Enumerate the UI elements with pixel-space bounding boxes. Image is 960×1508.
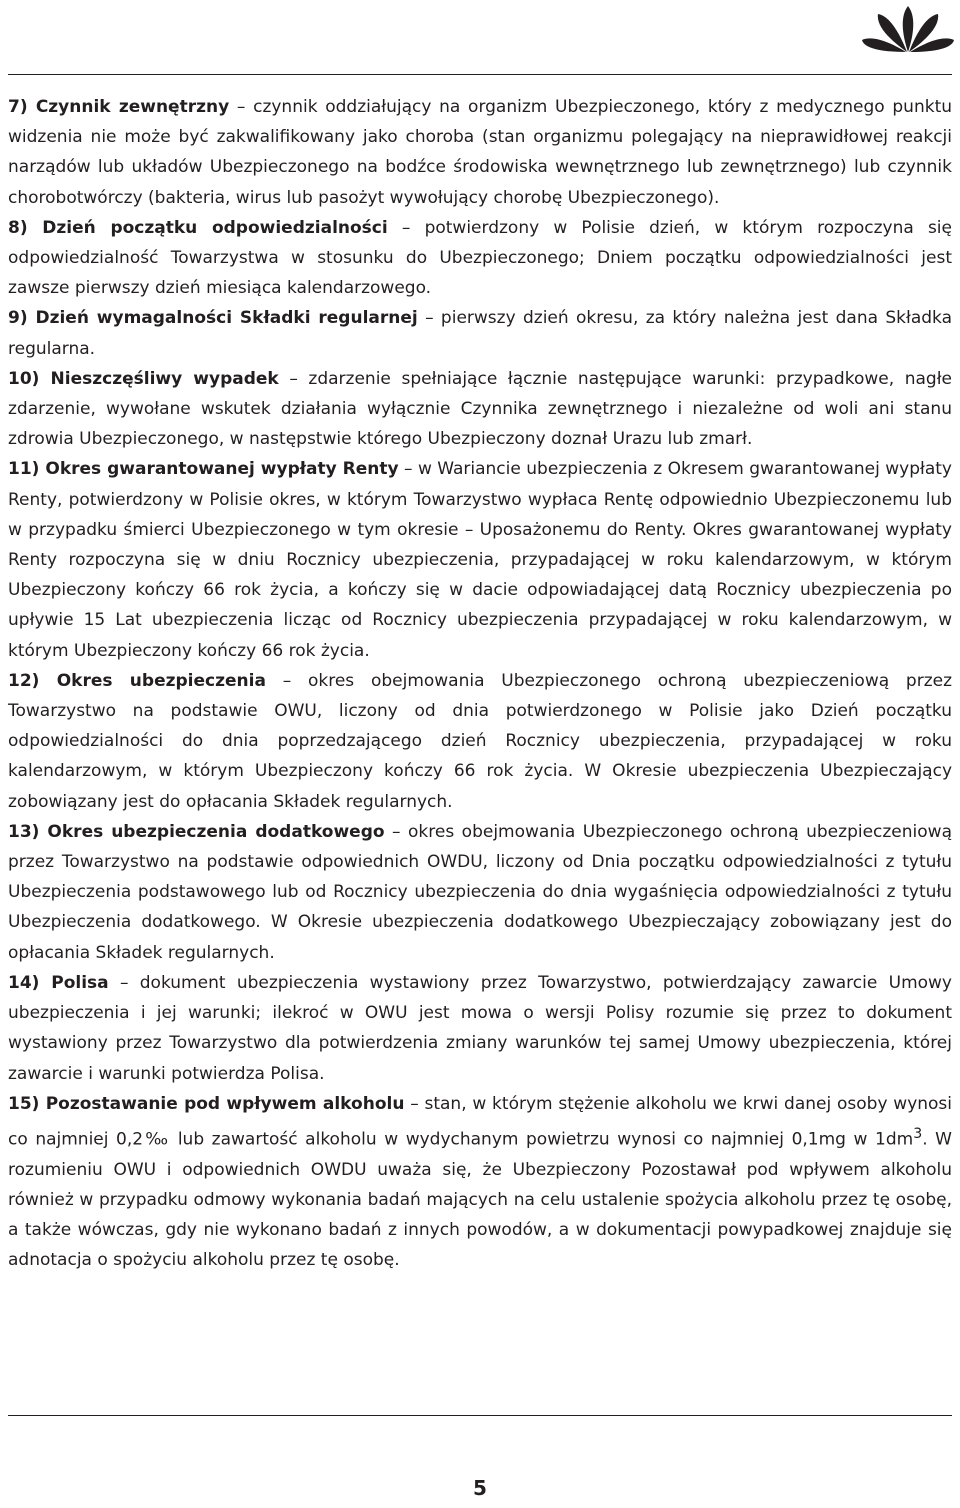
definition-text: – okres obejmowania Ubezpieczonego ochroną ubezpieczeniową przez Towarzystwo na podstawie OWU, liczony od dnia potwierdzonego w Polisie jako Dzień początku odpowiedzialności do dnia poprzedzającego dzień Rocznicy ubezpieczenia, przypadającej w roku kalendarzowym, w którym Ubezpieczony kończy 66 rok życia. W Okresie ubezpieczenia Ubezpieczający zobowiązany jest do opłacania Składek regularnych.	[8, 670, 952, 812]
definition-term: 10) Nieszczęśliwy wypadek	[8, 368, 279, 389]
definition-text: – w Wariancie ubezpieczenia z Okresem gwarantowanej wypłaty Renty, potwierdzony w Polisie okres, w którym Towarzystwo wypłaca Rentę odpowiednio Ubezpieczonemu lub w przypadku śmierci Ubezpieczonego w tym okresie – Uposażonemu do Renty. Okres gwarantowanej wypłaty Renty rozpoczyna się w dniu Rocznicy ubezpieczenia, przypadającej w roku kalendarzowym, w którym Ubezpieczony kończy 66 rok życia, a kończy się w dacie odpowiadającej datą Rocznicy ubezpieczenia po upływie 15 Lat ubezpieczenia licząc od Rocznicy ubezpieczenia przypadającej w roku kalendarzowym, w którym Ubezpieczony kończy 66 rok życia.	[8, 459, 952, 661]
definition-text-continued: . W rozumieniu OWU i odpowiednich OWDU uważa się, że Ubezpieczony Pozostawał pod wpływem alkoholu również w przypadku odmowy wykonania badań mających na celu ustalenie spożycia alkoholu przez tę osobę, a także wówczas, gdy nie wykonano badań z innych powodów, a w dokumentacji powypadkowej znajduje się adnotacja o spożyciu alkoholu przez tę osobę.	[8, 1129, 952, 1271]
definition-term: 13) Okres ubezpieczenia dodatkowego	[8, 821, 385, 842]
definition-9	[8, 303, 952, 363]
definition-text: – potwierdzony w Polisie dzień, w którym rozpoczyna się odpowiedzialność Towarzystwa w stosunku do Ubezpieczonego; Dniem początku odpowiedzialności jest zawsze pierwszy dzień miesiąca kalendarzowego.	[8, 217, 952, 299]
definition-term: 11) Okres gwarantowanej wypłaty Renty	[8, 459, 399, 480]
definitions-list	[8, 92, 952, 1276]
definition-12	[8, 666, 952, 817]
definition-text: – stan, w którym stężenie alkoholu we krwi danej osoby wynosi co najmniej 0,2‰ lub zawartość alkoholu w wydychanym powietrzu wynosi co najmniej 0,1mg w 1dm	[8, 1093, 953, 1150]
definition-7	[8, 92, 952, 213]
header-rule	[8, 74, 952, 75]
definition-text: – czynnik oddziałujący na organizm Ubezpieczonego, który z medycznego punktu widzenia nie może być zakwalifikowany jako choroba (stan organizmu polegający na nieprawidłowej reakcji narządów lub układów Ubezpieczonego na bodźce środowiska wewnętrznego lub zewnętrznego) lub czynnik chorobotwórczy (bakteria, wirus lub pasożyt wywołujący chorobę Ubezpieczonego).	[8, 97, 953, 208]
definition-text: – zdarzenie spełniające łącznie następujące warunki: przypadkowe, nagłe zdarzenie, wywołane wskutek działania wyłącznie Czynnika zewnętrznego i niezależne od woli ani stanu zdrowia Ubezpieczonego, w następstwie którego Ubezpieczony doznał Urazu lub zmarł.	[8, 368, 952, 450]
definition-term: 8) Dzień początku odpowiedzialności	[8, 217, 388, 238]
definition-term: 12) Okres ubezpieczenia	[8, 670, 266, 691]
definition-term: 7) Czynnik zewnętrzny	[8, 97, 230, 117]
definition-8	[8, 213, 952, 304]
definition-11	[8, 454, 952, 665]
fan-petals-logo-icon	[860, 4, 956, 54]
definition-15	[8, 1089, 952, 1276]
definition-14	[8, 968, 952, 1089]
definition-term: 14) Polisa	[8, 972, 109, 993]
footer-rule	[8, 1415, 952, 1416]
definition-text: – pierwszy dzień okresu, za który należna jest dana Składka regularna.	[8, 308, 952, 359]
page-number: 5	[473, 1476, 487, 1500]
definition-text: – dokument ubezpieczenia wystawiony przez Towarzystwo, potwierdzający zawarcie Umowy ubezpieczenia i jej warunki; ilekroć w OWU jest mowa o wersji Polisy rozumie się przez to dokument wystawiony przez Towarzystwo dla potwierdzenia zmiany warunków tej samej Umowy ubezpieczenia, której zawarcie i warunki potwierdza Polisa.	[8, 972, 952, 1084]
definition-10	[8, 364, 952, 455]
definition-term: 9) Dzień wymagalności Składki regularnej	[8, 308, 418, 329]
superscript-3: 3	[913, 1125, 923, 1142]
definition-term: 15) Pozostawanie pod wpływem alkoholu	[8, 1093, 405, 1114]
definition-text: – okres obejmowania Ubezpieczonego ochroną ubezpieczeniową przez Towarzystwo na podstawie odpowiednich OWDU, liczony od Dnia początku odpowiedzialności z tytułu Ubezpieczenia podstawowego lub od Rocznicy ubezpieczenia do dnia wygaśnięcia odpowiedzialności z tytułu Ubezpieczenia dodatkowego. W Okresie ubezpieczenia dodatkowego Ubezpieczający zobowiązany jest do opłacania Składek regularnych.	[8, 821, 952, 963]
definition-13	[8, 817, 952, 968]
